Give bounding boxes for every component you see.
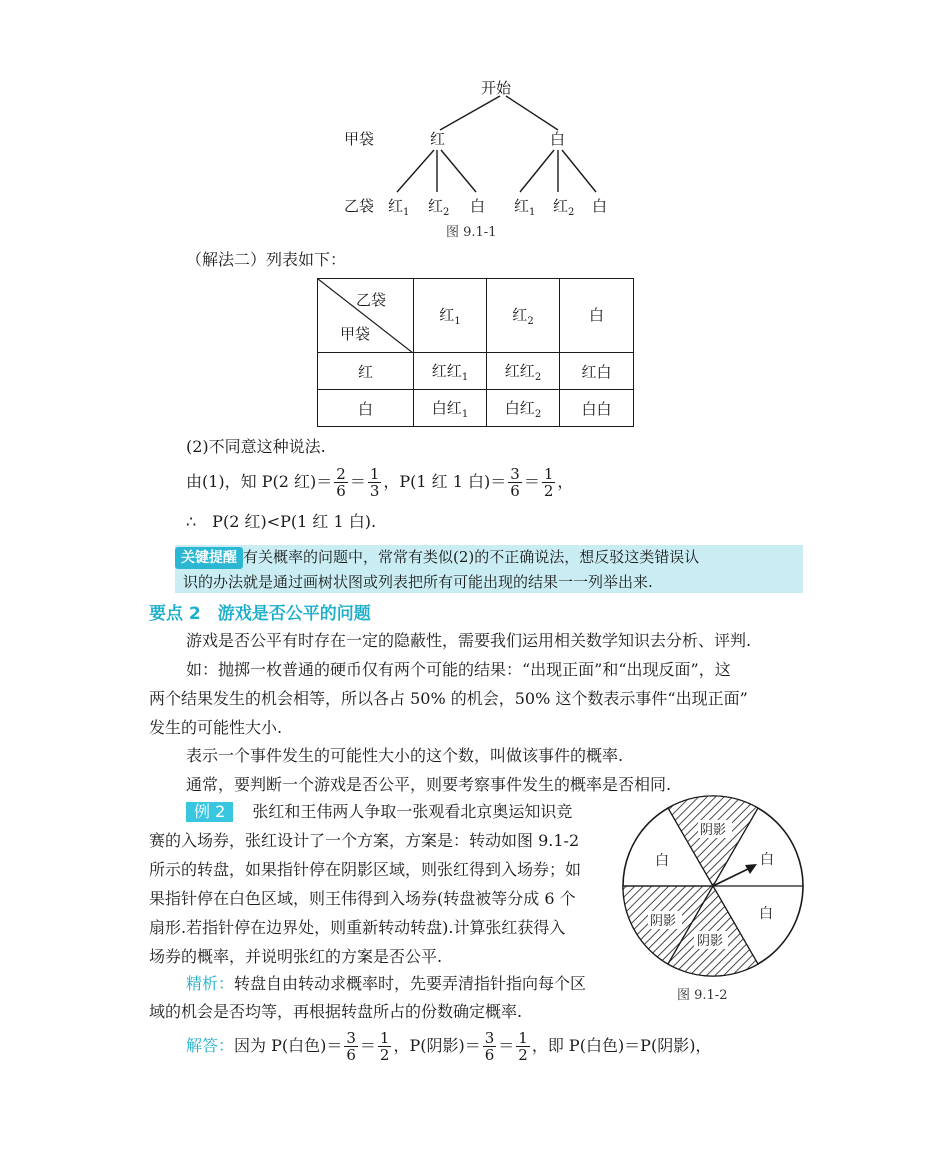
- analysis-label: 精析：: [186, 974, 235, 993]
- answer-label: 解答：: [186, 1036, 235, 1055]
- table-cell: 红白: [560, 353, 634, 390]
- part2-conclusion: ∴ P(2 红)<P(1 红 1 白).: [186, 512, 377, 531]
- key-tip-line1: 关键提醒 有关概率的问题中，常常有类似(2)的不正确说法，想反驳这类错误认: [175, 547, 699, 569]
- example-line: 所示的转盘，如果指针停在阴影区域，则张红得到入场券；如: [149, 860, 582, 879]
- col-header: 红$_2$: [487, 279, 560, 353]
- tree-node-red: 红: [430, 130, 446, 148]
- analysis-line: 域的机会是否均等，再根据转盘所占的份数确定概率.: [149, 1002, 523, 1021]
- analysis-line: 精析：转盘自由转动求概率时，先要弄清指针指向每个区: [186, 974, 587, 993]
- sector-label: 阴影: [697, 934, 724, 949]
- tree-leaf: 红$_1$: [514, 197, 536, 218]
- table-cell: 白白: [560, 390, 634, 427]
- table-cell: 白红$_1$: [414, 390, 487, 427]
- col-header: 红$_1$: [414, 279, 487, 353]
- example-line: 果指针停在白色区域，则王伟得到入场券(转盘被等分成 6 个: [149, 889, 576, 908]
- tree-leaf: 白: [592, 197, 608, 215]
- row-header: 红: [318, 353, 414, 390]
- probability-table: [317, 278, 634, 427]
- example-line: 场券的概率，并说明张红的方案是否公平.: [149, 947, 443, 966]
- section-para: 游戏是否公平有时存在一定的隐蔽性，需要我们运用相关数学知识去分析、评判.: [186, 631, 752, 650]
- tree-root: 开始: [481, 79, 512, 97]
- method2-intro: （解法二）列表如下：: [186, 250, 347, 269]
- tree-leaf: 白: [470, 197, 486, 215]
- tree-leaf: 红$_2$: [428, 197, 450, 218]
- col-header: 白: [560, 279, 634, 353]
- tree-node-white: 白: [550, 130, 566, 148]
- section-para: 表示一个事件发生的可能性大小的这个数，叫做该事件的概率.: [186, 746, 624, 765]
- row-header: 白: [318, 390, 414, 427]
- tree-leaf: 红$_2$: [553, 197, 575, 218]
- sector-label: 白: [760, 852, 774, 868]
- part2-equation: 由(1)，知 P(2 红)＝ $\frac{2}{6}$ ＝ $\frac{1}{3}$ ，P(1 红 1 白)＝ $\frac{3}{6}$ ＝ $\frac{1}{2}$ ，: [186, 465, 574, 500]
- section-para: 如：抛掷一枚普通的硬币仅有两个可能的结果：“出现正面”和“出现反面”，这: [186, 660, 731, 679]
- section-heading: 要点 2 游戏是否公平的问题: [149, 604, 371, 624]
- tree-level2-label: 乙袋: [344, 197, 375, 215]
- corner-bottom: 甲袋: [340, 325, 371, 343]
- example-badge: 例 2: [186, 802, 233, 822]
- example-line: 扇形.若指针停在边界处，则重新转动转盘).计算张红获得入: [149, 918, 566, 937]
- key-tip-badge: 关键提醒: [175, 547, 243, 569]
- answer-line: 解答：因为 P(白色)＝ $\frac{3}{6}$ ＝ $\frac{1}{2}$ ，P(阴影)＝ $\frac{3}{6}$ ＝ $\frac{1}{2}$ ，即 P(白色)＝P(阴影)，: [186, 1029, 712, 1064]
- example-line: 赛的入场券，张红设计了一个方案，方案是：转动如图 9.1-2: [149, 831, 580, 850]
- section-para: 发生的可能性大小.: [149, 718, 283, 737]
- example-line: 例 2 张红和王伟两人争取一张观看北京奥运知识竞: [186, 802, 572, 822]
- table-row: [318, 353, 634, 390]
- tree-caption: 图 9.1-1: [446, 225, 497, 240]
- spinner-diagram: [620, 790, 810, 980]
- sector-label: 阴影: [700, 823, 727, 838]
- tree-leaf: 红$_1$: [388, 197, 410, 218]
- table-corner: [318, 279, 414, 353]
- section-para: 两个结果发生的机会相等，所以各占 50% 的机会，50% 这个数表示事件“出现正面”: [149, 689, 748, 708]
- sector-label: 白: [759, 906, 773, 922]
- corner-top: 乙袋: [356, 291, 387, 309]
- key-tip-line2: 识的办法就是通过画树状图或列表把所有可能出现的结果一一列举出来.: [183, 573, 653, 591]
- sector-label: 白: [655, 853, 669, 869]
- table-cell: 白红$_2$: [487, 390, 560, 427]
- tree-level1-label: 甲袋: [344, 130, 375, 148]
- table-cell: 红红$_1$: [414, 353, 487, 390]
- spinner-caption: 图 9.1-2: [677, 988, 728, 1003]
- table-row: [318, 390, 634, 427]
- part2-statement: (2)不同意这种说法.: [186, 437, 326, 456]
- section-para: 通常，要判断一个游戏是否公平，则要考察事件发生的概率是否相同.: [186, 775, 672, 794]
- table-cell: 红红$_2$: [487, 353, 560, 390]
- sector-label: 阴影: [650, 914, 677, 929]
